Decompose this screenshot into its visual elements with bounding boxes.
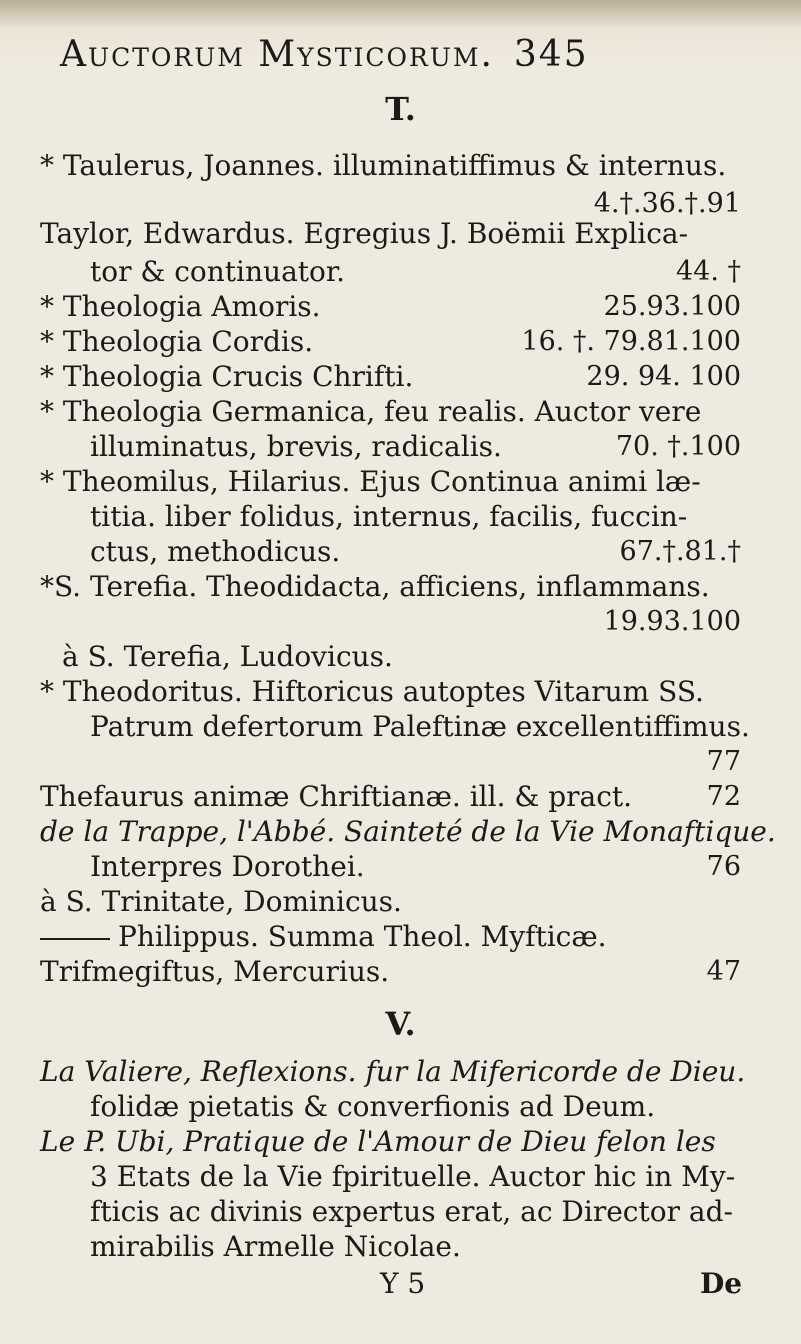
entry-line: à S. Terefia, Ludovicus.: [62, 640, 393, 673]
ditto-dash: [40, 938, 110, 940]
entry-reference: 25.93.100: [603, 291, 741, 322]
entry-line: Taylor, Edwardus. Egregius J. Boëmii Explica-: [40, 217, 689, 250]
catchword: De: [700, 1267, 743, 1300]
entry-line: * Theologia Crucis Chrifti.: [40, 360, 414, 393]
entry-reference: 19.93.100: [603, 606, 741, 637]
entry-line: *S. Terefia. Theodidacta, afficiens, inflammans.: [40, 570, 710, 603]
entry-line: illuminatus, brevis, radicalis.: [90, 430, 502, 463]
entry-line: mirabilis Armelle Nicolae.: [90, 1230, 461, 1263]
entry-reference: 16. †. 79.81.100: [521, 326, 741, 357]
entry-reference: 67.†.81.†: [619, 536, 741, 567]
entry-line: 3 Etats de la Vie fpirituelle. Auctor hic in My-: [90, 1160, 736, 1193]
entry-line: Trifmegiftus, Mercurius.: [40, 955, 390, 988]
entry-reference: 47: [706, 956, 741, 987]
section-letter-v: V.: [385, 1005, 416, 1043]
entry-reference: 29. 94. 100: [586, 361, 741, 392]
entry-reference: 77: [706, 746, 741, 777]
entry-line: de la Trappe, l'Abbé. Sainteté de la Vie Monaftique.: [40, 815, 776, 848]
entry-reference: 72: [706, 781, 741, 812]
entry-reference: 44. †: [675, 256, 741, 287]
entry-line: tor & continuator.: [90, 255, 346, 288]
running-head: [60, 34, 760, 75]
entry-line: folidæ pietatis & converfionis ad Deum.: [90, 1090, 656, 1123]
entry-line: * Taulerus, Joannes. illuminatiffimus & internus.: [40, 149, 727, 182]
entry-line: * Theologia Cordis.: [40, 325, 314, 358]
entry-line: à S. Trinitate, Dominicus.: [40, 885, 402, 918]
entry-line: La Valiere, Reflexions. fur la Mifericorde de Dieu.: [40, 1055, 746, 1088]
running-head-title: Auctorum Mysticorum.: [60, 34, 494, 75]
entry-line: Le P. Ubi, Pratique de l'Amour de Dieu felon les: [40, 1125, 716, 1158]
page-number: 345: [513, 34, 589, 75]
entry-line-continued: [40, 920, 607, 953]
entry-line: Interpres Dorothei.: [90, 850, 365, 883]
entry-line: Thefaurus animæ Chriftianæ. ill. & pract.: [40, 780, 633, 813]
page-top-edge: [0, 0, 801, 28]
entry-line: fticis ac divinis expertus erat, ac Director ad-: [90, 1195, 733, 1228]
entry-line: ctus, methodicus.: [90, 535, 341, 568]
entry-line: * Theomilus, Hilarius. Ejus Continua animi læ-: [40, 465, 701, 498]
entry-line: titia. liber folidus, internus, facilis, fuccin-: [90, 500, 688, 533]
entry-reference: 70. †.100: [615, 431, 741, 462]
section-letter-t: T.: [385, 90, 416, 128]
entry-reference: 76: [706, 851, 741, 882]
entry-line: * Theologia Germanica, feu realis. Auctor vere: [40, 395, 702, 428]
entry-reference: 4.†.36.†.91: [593, 188, 741, 219]
entry-line: * Theodoritus. Hiftoricus autoptes Vitarum SS.: [40, 675, 704, 708]
signature-mark: Y 5: [380, 1267, 426, 1300]
entry-line: * Theologia Amoris.: [40, 290, 321, 323]
entry-text: Philippus. Summa Theol. Myfticæ.: [118, 920, 607, 953]
entry-line: Patrum defertorum Paleftinæ excellentiffimus.: [90, 710, 750, 743]
